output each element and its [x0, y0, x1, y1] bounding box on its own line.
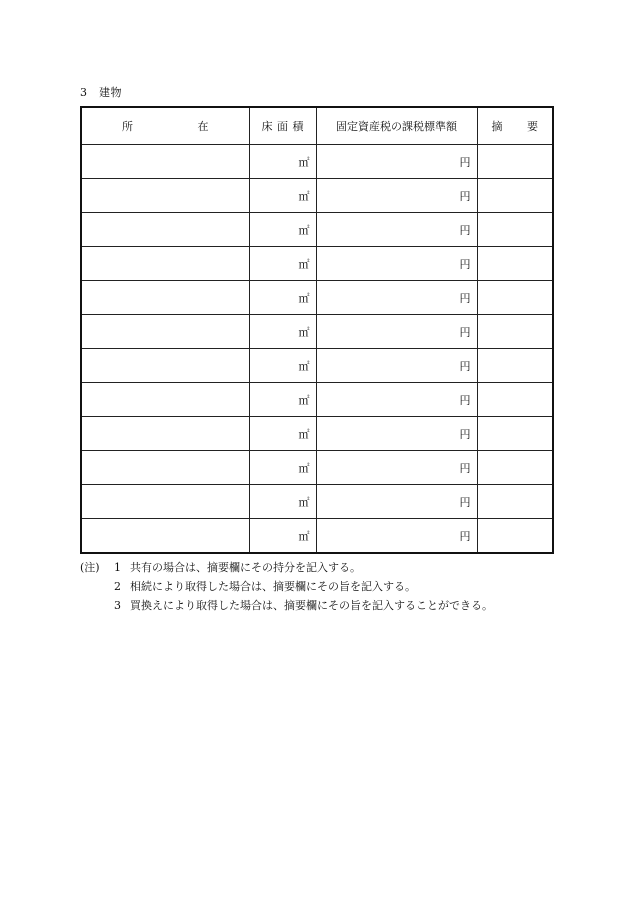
table-row — [81, 485, 553, 519]
remarks-cell[interactable] — [477, 315, 553, 349]
tax-value-cell[interactable]: 円 — [316, 451, 477, 485]
note-prefix: (注) — [80, 561, 100, 574]
tax-value-cell[interactable]: 円 — [316, 213, 477, 247]
tax-value-cell[interactable]: 円 — [316, 281, 477, 315]
table-row — [81, 417, 553, 451]
floor-area-cell[interactable]: ㎡ — [249, 247, 316, 281]
floor-area-cell[interactable]: ㎡ — [249, 417, 316, 451]
floor-area-cell[interactable]: ㎡ — [249, 349, 316, 383]
table-body — [81, 145, 553, 554]
tax-value-cell[interactable]: 円 — [316, 485, 477, 519]
floor-area-cell[interactable]: ㎡ — [249, 315, 316, 349]
remarks-cell[interactable] — [477, 213, 553, 247]
remarks-cell[interactable] — [477, 519, 553, 554]
floor-area-cell[interactable]: ㎡ — [249, 145, 316, 179]
location-cell[interactable] — [81, 213, 249, 247]
location-cell[interactable] — [81, 315, 249, 349]
header-remarks: 摘 要 — [477, 107, 553, 145]
remarks-cell[interactable] — [477, 247, 553, 281]
note-number: 1 — [114, 561, 121, 574]
note-text: 共有の場合は、摘要欄にその持分を記入する。 — [130, 561, 361, 574]
remarks-cell[interactable] — [477, 281, 553, 315]
notes — [80, 558, 493, 615]
note-number: 3 — [114, 599, 121, 612]
floor-area-cell[interactable]: ㎡ — [249, 519, 316, 554]
note-text: 相続により取得した場合は、摘要欄にその旨を記入する。 — [130, 580, 416, 593]
table-row — [81, 145, 553, 179]
location-cell[interactable] — [81, 485, 249, 519]
location-cell[interactable] — [81, 145, 249, 179]
table-row — [81, 247, 553, 281]
tax-value-cell[interactable]: 円 — [316, 145, 477, 179]
remarks-cell[interactable] — [477, 145, 553, 179]
tax-value-cell[interactable]: 円 — [316, 349, 477, 383]
tax-value-cell[interactable]: 円 — [316, 315, 477, 349]
location-cell[interactable] — [81, 349, 249, 383]
table-row — [81, 383, 553, 417]
remarks-cell[interactable] — [477, 349, 553, 383]
tax-value-cell[interactable]: 円 — [316, 383, 477, 417]
floor-area-cell[interactable]: ㎡ — [249, 179, 316, 213]
header-floor-area: 床 面 積 — [249, 107, 316, 145]
tax-value-cell[interactable]: 円 — [316, 179, 477, 213]
table-row — [81, 213, 553, 247]
location-cell[interactable] — [81, 247, 249, 281]
table-row — [81, 281, 553, 315]
floor-area-cell[interactable]: ㎡ — [249, 485, 316, 519]
floor-area-cell[interactable]: ㎡ — [249, 451, 316, 485]
location-cell[interactable] — [81, 179, 249, 213]
section-title: 3 建物 — [80, 86, 122, 99]
location-cell[interactable] — [81, 451, 249, 485]
building-register-table — [80, 106, 554, 554]
table-row — [81, 179, 553, 213]
note-item — [80, 596, 493, 615]
note-number: 2 — [114, 580, 121, 593]
location-cell[interactable] — [81, 281, 249, 315]
remarks-cell[interactable] — [477, 417, 553, 451]
remarks-cell[interactable] — [477, 383, 553, 417]
location-cell[interactable] — [81, 417, 249, 451]
remarks-cell[interactable] — [477, 451, 553, 485]
floor-area-cell[interactable]: ㎡ — [249, 213, 316, 247]
floor-area-cell[interactable]: ㎡ — [249, 383, 316, 417]
tax-value-cell[interactable]: 円 — [316, 417, 477, 451]
tax-value-cell[interactable]: 円 — [316, 247, 477, 281]
note-text: 買換えにより取得した場合は、摘要欄にその旨を記入することができる。 — [130, 599, 493, 612]
location-cell[interactable] — [81, 383, 249, 417]
note-item — [80, 577, 493, 596]
table-header-row — [81, 107, 553, 145]
tax-value-cell[interactable]: 円 — [316, 519, 477, 554]
table-row — [81, 315, 553, 349]
remarks-cell[interactable] — [477, 179, 553, 213]
floor-area-cell[interactable]: ㎡ — [249, 281, 316, 315]
note-item — [80, 558, 493, 577]
header-tax-value: 固定資産税の課税標準額 — [316, 107, 477, 145]
remarks-cell[interactable] — [477, 485, 553, 519]
header-location: 所 在 — [81, 107, 249, 145]
table-row — [81, 519, 553, 554]
table-row — [81, 451, 553, 485]
location-cell[interactable] — [81, 519, 249, 554]
table-row — [81, 349, 553, 383]
